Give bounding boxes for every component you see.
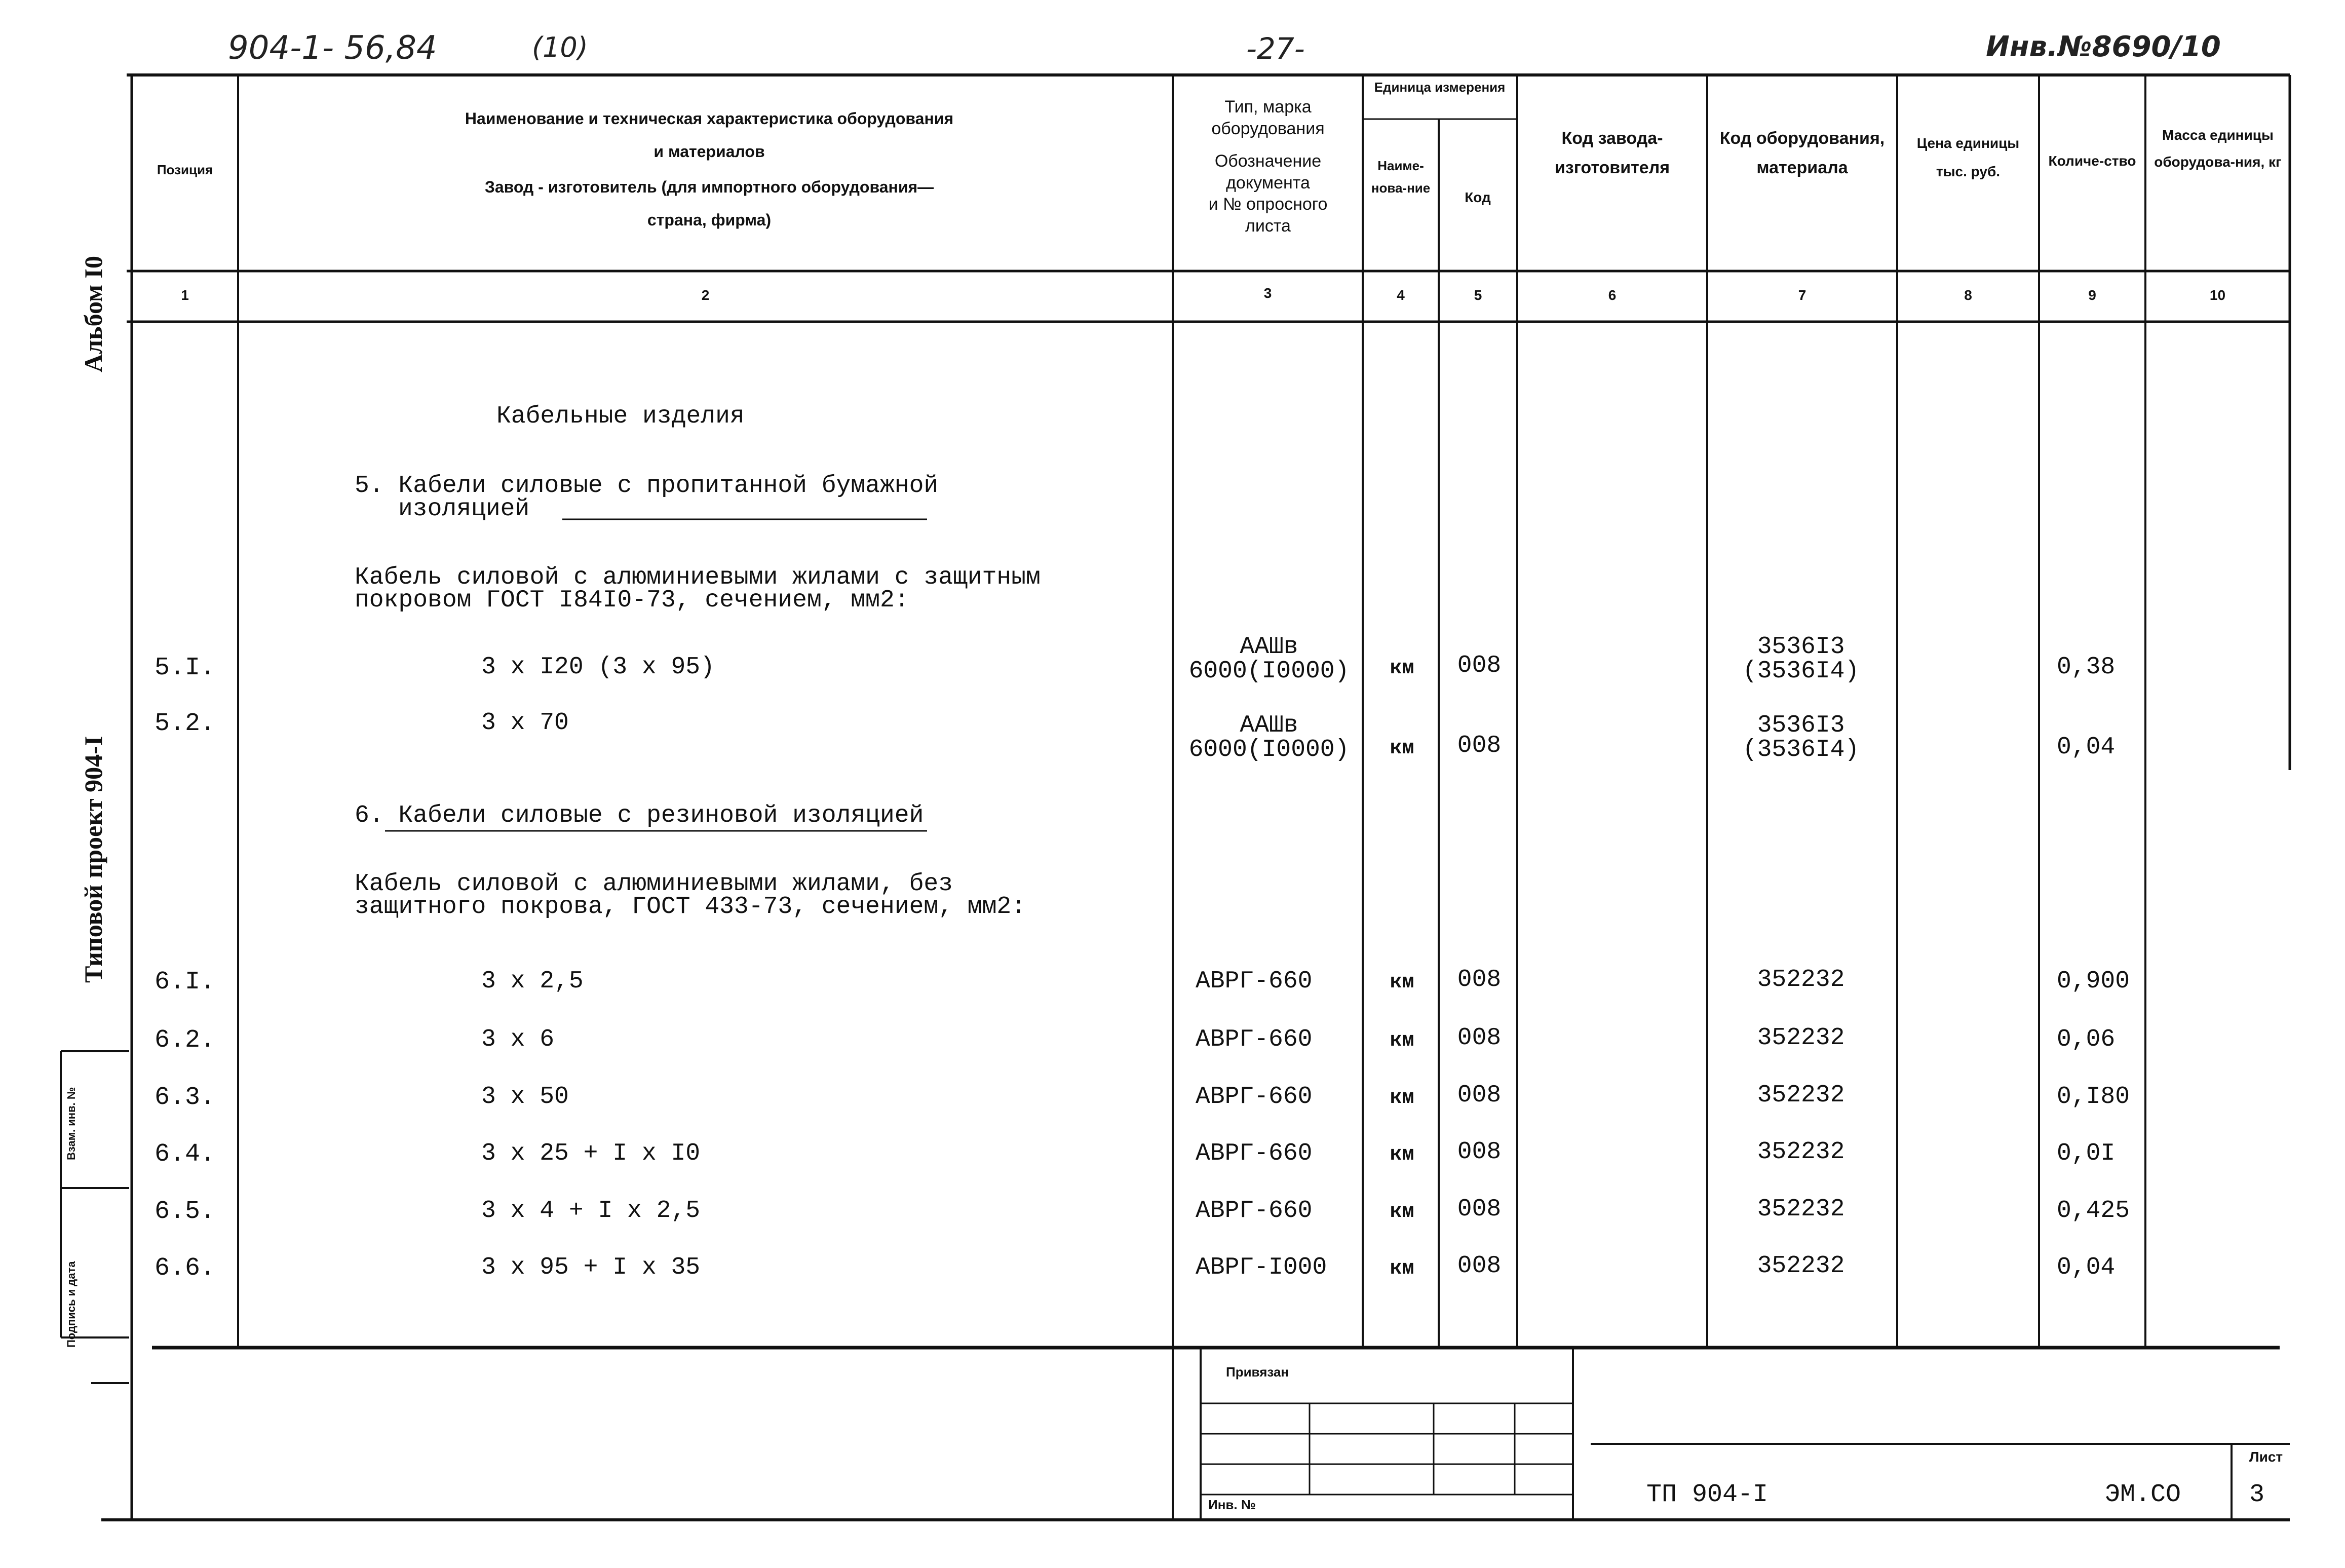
row-6-3-code: 008 [1457,1082,1502,1109]
row-5-1-mat-l1: 3536I3 [1757,633,1845,661]
colnum-1: 1 [181,287,189,303]
row-6-4-qty: 0,0I [2057,1140,2116,1167]
row-6-6-mat: 352232 [1757,1252,1845,1280]
row-6-1-qty: 0,900 [2057,968,2130,995]
row-5-2-type-l2: 6000(I0000) [1188,736,1350,763]
row-6-1-code: 008 [1457,966,1502,993]
footer-inv: Инв. № [1208,1497,1256,1512]
row-6-4-code: 008 [1457,1138,1502,1166]
header-name-l1: Наименование и техническая характеристика оборудования [465,109,954,128]
row-6-6-pos: 6.6. [155,1254,216,1283]
row-6-6-qty: 0,04 [2057,1254,2116,1281]
row-6-5-code: 008 [1457,1196,1502,1223]
section5-title-l2: изоляцией [398,495,530,523]
header-type-l2: оборудования [1211,119,1325,138]
section6-desc-l1: Кабель силовой с алюминиевыми жилами, без [355,870,953,898]
row-6-4-name: 3 x 25 + I x I0 [481,1140,701,1167]
header-name-l2: и материалов [653,142,765,161]
row-6-2-pos: 6.2. [155,1026,216,1055]
row-6-3-qty: 0,I80 [2057,1083,2130,1111]
section6-title: 6. Кабели силовые с резиновой изоляцией [355,802,924,829]
row-5-2-type [1175,713,1363,762]
colnum-2: 2 [701,287,710,303]
row-6-6-code: 008 [1457,1252,1502,1280]
row-6-3-name: 3 x 50 [481,1083,569,1111]
section5-title-l1: 5. Кабели силовые с пропитанной бумажной [355,472,939,500]
colnum-5: 5 [1474,287,1482,303]
header-price: Цена единицы тыс. руб. [1916,135,2020,179]
header-unit: Единица измерения [1374,80,1506,95]
row-5-2-pos: 5.2. [155,709,216,738]
header-type-l1: Тип, марка [1224,97,1312,117]
row-5-1-mat-l2: (3536I4) [1742,658,1860,685]
page-number: -27- [1246,31,1305,66]
row-6-5-mat: 352232 [1757,1196,1845,1223]
row-6-4-unit: км [1390,1143,1414,1166]
header-type-l4: документа [1226,173,1310,193]
side-project-label: Типовой проект 904-I [79,736,107,983]
row-6-3-mat: 352232 [1757,1082,1845,1109]
row-5-2-unit: км [1390,737,1414,760]
row-5-2-name: 3 x 70 [481,709,569,737]
header-unit-code: Код [1465,189,1491,205]
side-vzam-label: Взам. инв. № [65,1087,78,1160]
row-6-2-code: 008 [1457,1024,1502,1052]
row-5-1-code: 008 [1457,652,1502,679]
footer-list-label: Лист [2249,1449,2283,1465]
colnum-7: 7 [1798,287,1806,303]
colnum-8: 8 [1964,287,1972,303]
colnum-9: 9 [2088,287,2096,303]
row-6-1-name: 3 x 2,5 [481,968,584,995]
section-title: Кабельные изделия [496,403,745,430]
footer-privyazan: Привязан [1226,1364,1289,1380]
header-type [1174,96,1362,237]
row-5-2-code: 008 [1457,732,1502,759]
header-factory-code: Код завода-изготовителя [1554,129,1670,177]
colnum-6: 6 [1608,287,1617,303]
header-type-l6: листа [1245,216,1291,236]
row-6-4-mat: 352232 [1757,1138,1845,1166]
row-6-4-type: АВРГ-660 [1196,1140,1313,1167]
row-5-1-type-l2: 6000(I0000) [1188,658,1350,685]
header-quantity: Количе-ство [2048,153,2136,169]
row-6-1-pos: 6.I. [155,968,216,997]
doc-code: 904-1- 56,84 [228,29,437,67]
album-number: (10) [532,31,588,63]
section6-desc-l2: защитного покрова, ГОСТ 433-73, сечением, мм2: [355,893,1026,921]
row-5-2-qty: 0,04 [2057,734,2116,761]
header-name-l4: страна, фирма) [647,211,772,229]
row-6-1-unit: км [1390,971,1414,994]
row-6-3-type: АВРГ-660 [1196,1083,1313,1111]
row-5-2-mat-l1: 3536I3 [1757,712,1845,739]
side-album-label: Альбом I0 [79,255,107,372]
row-5-2-mat-l2: (3536I4) [1742,736,1860,763]
row-6-5-pos: 6.5. [155,1197,216,1226]
footer-mark: ЭМ.СО [2105,1480,2181,1509]
row-5-1-name: 3 x I20 (3 x 95) [481,654,715,681]
header-equipment-code: Код оборудования, материала [1719,129,1885,177]
row-6-3-unit: км [1390,1087,1414,1110]
row-6-3-pos: 6.3. [155,1083,216,1112]
colnum-10: 10 [2209,287,2226,303]
side-podpis-label: Подпись и дата [65,1261,78,1348]
header-name-l3: Завод - изготовитель (для импортного оборудования— [484,178,934,196]
header-type-l3: Обозначение [1214,151,1322,171]
row-6-2-mat: 352232 [1757,1024,1845,1052]
section5-desc-l1: Кабель силовой с алюминиевыми жилами с защитным [355,564,1041,591]
footer-doc: ТП 904-I [1646,1480,1769,1509]
row-5-1-mat [1710,635,1892,683]
row-6-2-name: 3 x 6 [481,1026,555,1053]
section5-desc-l2: покровом ГОСТ I84I0-73, сечением, мм2: [355,587,909,614]
row-6-2-qty: 0,06 [2057,1026,2116,1053]
inventory-number: Инв.№8690/10 [1986,30,2221,63]
row-6-4-pos: 6.4. [155,1140,216,1169]
row-5-1-qty: 0,38 [2057,654,2116,681]
row-6-6-name: 3 x 95 + I x 35 [481,1254,701,1281]
row-6-6-unit: км [1390,1257,1414,1280]
row-5-1-pos: 5.I. [155,654,216,682]
row-6-5-unit: км [1390,1201,1414,1223]
header-mass: Масса единицы оборудова-ния, кг [2154,127,2282,170]
row-6-5-name: 3 x 4 + I x 2,5 [481,1197,701,1225]
row-6-5-type: АВРГ-660 [1196,1197,1313,1225]
row-6-5-qty: 0,425 [2057,1197,2130,1225]
row-6-2-type: АВРГ-660 [1196,1026,1313,1053]
row-5-1-unit: км [1390,657,1414,680]
header-position: Позиция [157,162,213,177]
row-5-2-type-l1: ААШв [1240,712,1298,739]
header-unit-name: Наиме-нова-ние [1371,158,1431,196]
row-6-1-mat: 352232 [1757,966,1845,993]
row-6-1-type: АВРГ-660 [1196,968,1313,995]
row-6-6-type: АВРГ-I000 [1196,1254,1327,1281]
footer-list-number: 3 [2249,1480,2265,1509]
header-type-l5: и № опросного [1208,195,1328,214]
row-5-2-mat [1710,713,1892,762]
row-5-1-type-l1: ААШв [1240,633,1298,661]
row-6-2-unit: км [1390,1029,1414,1052]
colnum-4: 4 [1397,287,1405,303]
row-5-1-type [1175,635,1363,683]
colnum-3: 3 [1263,285,1272,301]
